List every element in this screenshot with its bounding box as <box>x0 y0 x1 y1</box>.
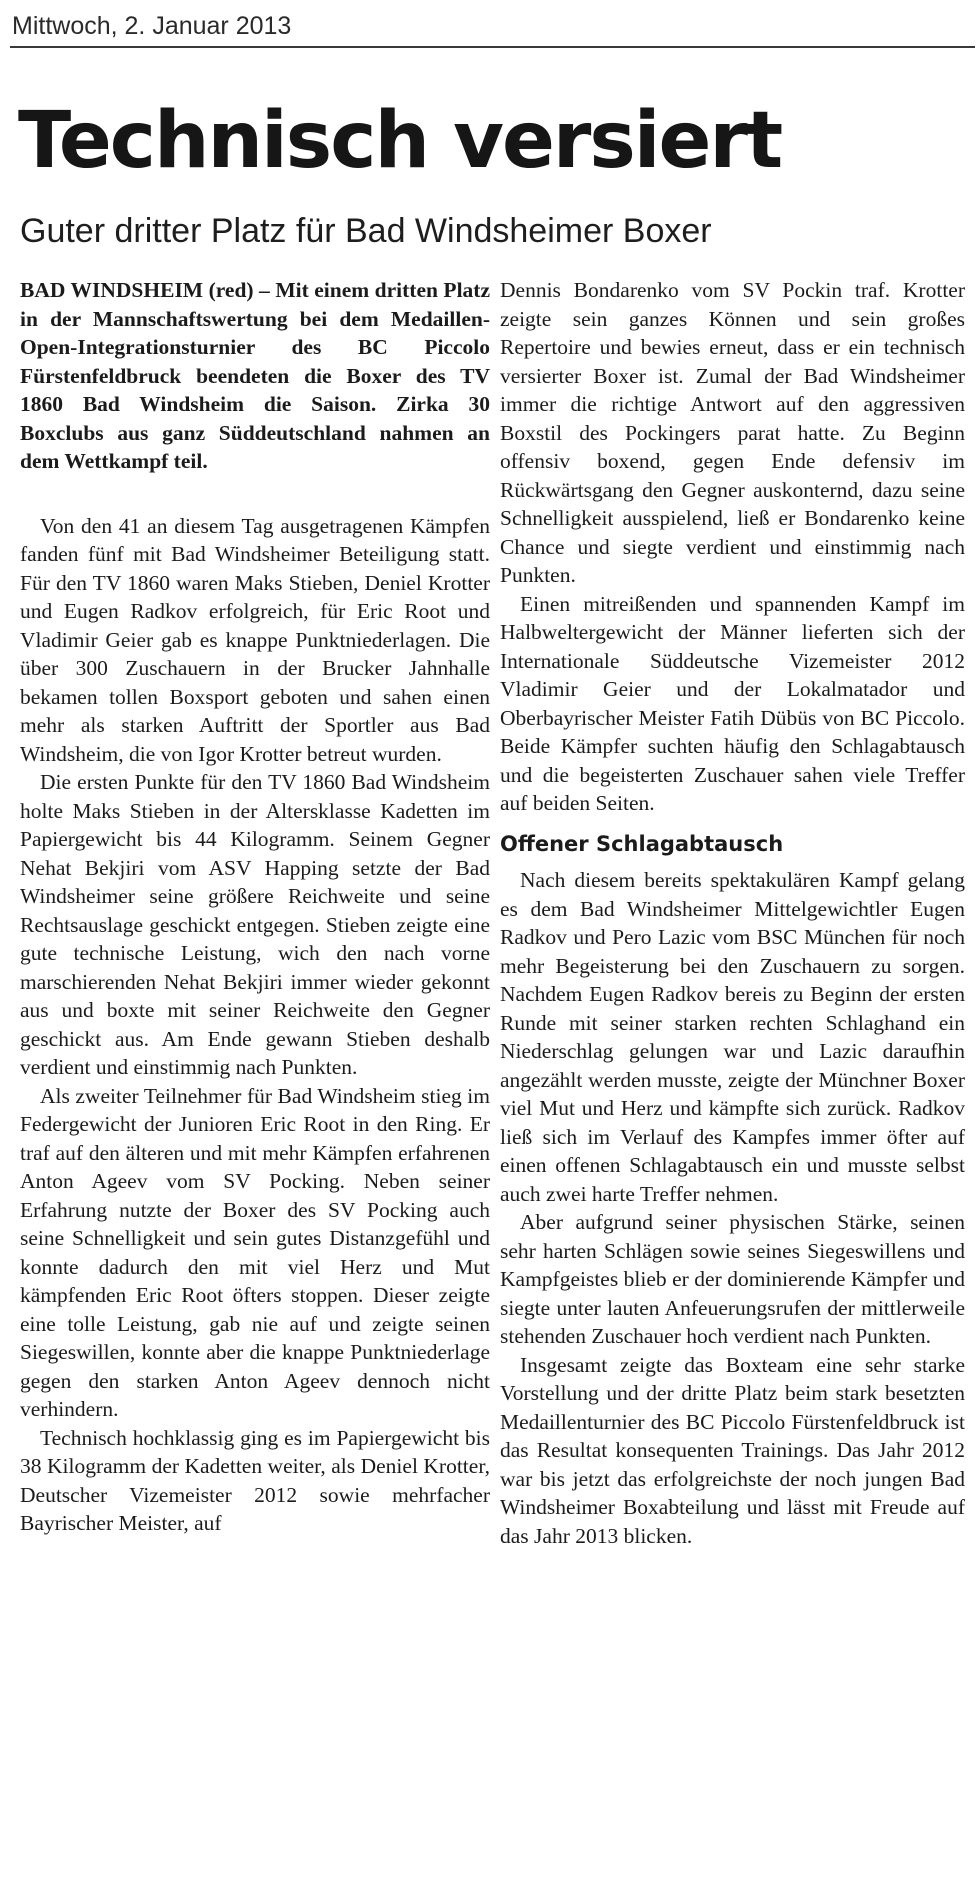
body-paragraph: Aber aufgrund seiner physischen Stärke, seinen sehr harten Schlägen sowie seines Siegeswillens und Kampfgeistes blieb er der dominierende Kämpfer und siegte unter lauten Anfeuerungsrufen der mittlerweile stehenden Zuschauer hoch verdient nach Punkten. <box>500 1210 965 1348</box>
body-paragraph: Einen mitreißenden und spannenden Kampf im Halbweltergewicht der Männer lieferten sich der Internationale Süddeutsche Vizemeister 2012 Vladimir Geier und der Lokalmatador und Oberbayrischer Meister Fatih Dübüs von BC Piccolo. Beide Kämpfer suchten häufig den Schlagabtausch und die begeisterten Zuschauer sahen viele Treffer auf beiden Seiten. <box>500 591 965 815</box>
column-left <box>20 276 490 1538</box>
lead-dateline: BAD WINDSHEIM (red) – <box>20 278 270 302</box>
article-subheadline: Guter dritter Platz für Bad Windsheimer Boxer <box>20 212 712 250</box>
body-paragraph: Technisch hochklassig ging es im Papiergewicht bis 38 Kilogramm der Kadetten weiter, als Deniel Krotter, Deutscher Vizemeister 2012 sowie mehrfacher Bayrischer Meister, auf <box>20 1425 490 1535</box>
header-rule <box>10 46 975 48</box>
section-subhead: Offener Schlagabtausch <box>500 831 784 856</box>
column-right <box>500 276 965 1550</box>
issue-date: Mittwoch, 2. Januar 2013 <box>12 12 292 40</box>
lead-paragraph <box>20 276 490 476</box>
body-paragraph: Nach diesem bereits spektakulären Kampf gelang es dem Bad Windsheimer Mittelgewichtler Eugen Radkov und Pero Lazic vom BSC München für noch mehr Begeisterung bei den Zuschauern zu sorgen. Nachdem Eugen Radkov bereis zu Beginn der ersten Runde mit seiner starken rechten Schlaghand ein Niederschlag gelungen war und Lazic daraufhin angezählt werden musste, zeigte der Münchner Boxer viel Mut und Herz und kämpfte sich zurück. Radkov ließ sich im Verlauf des Kampfes immer öfter auf einen offenen Schlagabtausch ein und musste selbst auch zwei harte Treffer nehmen. <box>500 868 965 1206</box>
body-paragraph: Insgesamt zeigte das Boxteam eine sehr starke Vorstellung und der dritte Platz beim stark besetzten Medaillenturnier des BC Piccolo Fürstenfeldbruck ist das Resultat konsequenten Trainings. Das Jahr 2012 war bis jetzt das erfolgreichste der noch jungen Bad Windsheimer Boxabteilung und lässt mit Freude auf das Jahr 2013 blicken. <box>500 1352 965 1548</box>
body-paragraph: Dennis Bondarenko vom SV Pockin traf. Krotter zeigte sein ganzes Können und sein großes Repertoire und bewies erneut, dass er ein technisch versierter Boxer ist. Zumal der Bad Windsheimer immer die richtige Antwort auf den aggressiven Boxstil des Pockingers parat hatte. Zu Beginn offensiv boxend, gegen Ende defensiv im Rückwärtsgang den Gegner auskonternd, dazu seine Schnelligkeit ausspielend, ließ er Bondarenko keine Chance und siegte verdient und einstimmig nach Punkten. <box>500 278 965 587</box>
body-paragraph: Von den 41 an diesem Tag ausgetragenen Kämpfen fanden fünf mit Bad Windsheimer Beteiligung statt. Für den TV 1860 waren Maks Stieben, Deniel Krotter und Eugen Radkov erfolgreich, für Eric Root und Vladimir Geier gab es knappe Punktniederlagen. Die über 300 Zuschauern in der Brucker Jahnhalle bekamen tollen Boxsport geboten und sahen einen mehr als starken Auftritt der Sportler aus Bad Windsheim, die von Igor Krotter betreut wurden. <box>20 513 490 766</box>
article-headline: Technisch versiert <box>18 96 782 186</box>
lead-text: Mit einem dritten Platz in der Mannschaftswertung bei dem Medaillen-Open-Integrationsturnier des BC Piccolo Fürstenfeldbruck beendeten die Boxer des TV 1860 Bad Windsheim die Saison. Zirka 30 Boxclubs aus ganz Süddeutschland nahmen an dem Wettkampf teil. <box>20 278 490 473</box>
body-paragraph: Die ersten Punkte für den TV 1860 Bad Windsheim holte Maks Stieben in der Altersklasse Kadetten im Papiergewicht bis 44 Kilogramm. Seinem Gegner Nehat Bekjiri vom ASV Happing setzte der Bad Windsheimer seine größere Reichweite und seine Rechtsauslage geschickt entgegen. Stieben zeigte eine gute technische Leistung, wich den nach vorne marschierenden Nehat Bekjiri immer wieder gekonnt aus und boxte mit seiner Reichweite den Gegner geschickt aus. Am Ende gewann Stieben deshalb verdient und einstimmig nach Punkten. <box>20 770 490 1079</box>
body-paragraph: Als zweiter Teilnehmer für Bad Windsheim stieg im Federgewicht der Junioren Eric Root in den Ring. Er traf auf den älteren und mit mehr Kämpfen erfahrenen Anton Ageev vom SV Pocking. Neben seiner Erfahrung nutzte der Boxer des SV Pocking auch seine Schnelligkeit und sein gutes Distanzgefühl und konnte dadurch den mit viel Herz und Mut kämpfenden Eric Root öfters stoppen. Dieser zeigte eine tolle Leistung, gab nie auf und zeigte seinen Siegeswillen, konnte aber die knappe Punktniederlage gegen den starken Anton Ageev dennoch nicht verhindern. <box>20 1083 490 1421</box>
